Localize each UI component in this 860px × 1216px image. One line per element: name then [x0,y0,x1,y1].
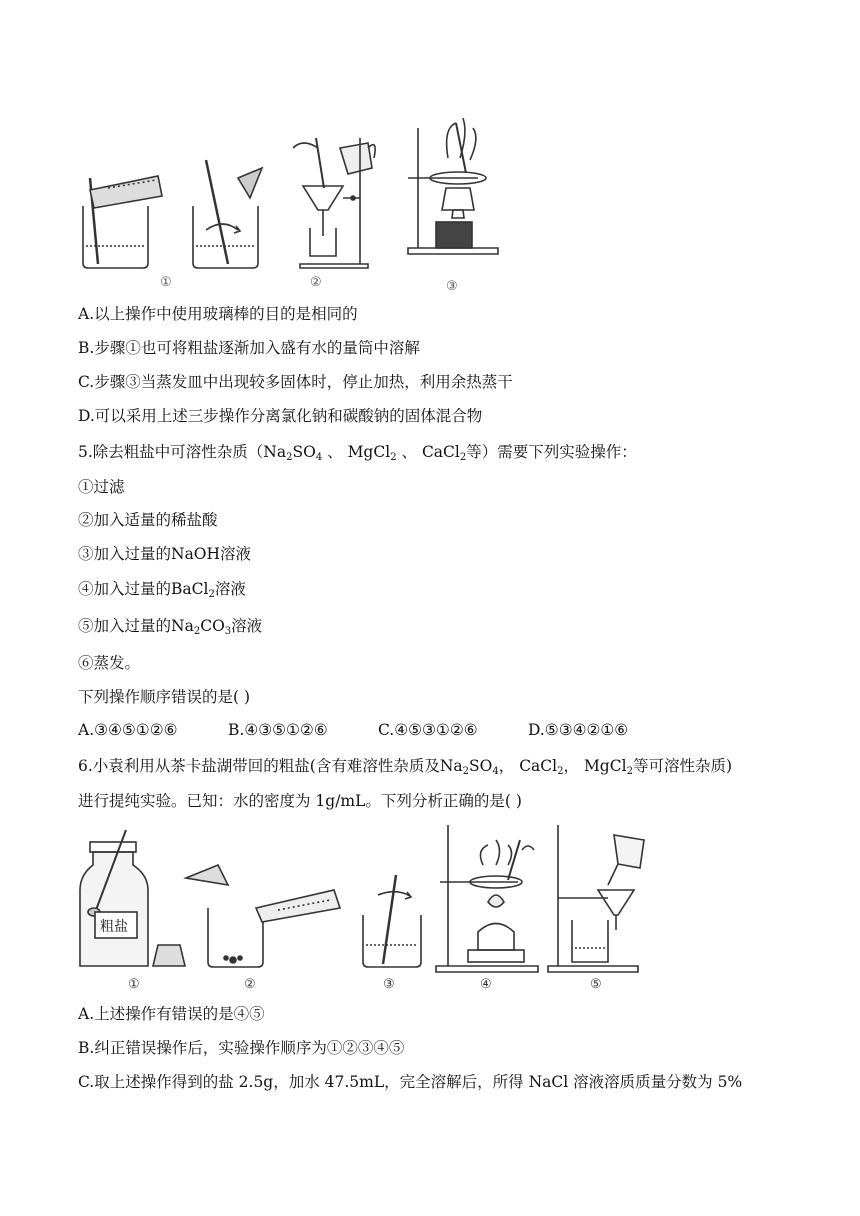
figure2-label-3: ③ [383,977,395,992]
figure-experiment-steps-1 [78,118,508,298]
q4-option-c: C.步骤③当蒸发皿中出现较多固体时，停止加热，利用余热蒸干 [78,373,513,391]
q5-step-4: ④加入过量的BaCl$_2$溶液 [78,580,246,600]
jar-label: 粗盐 [100,919,128,935]
q5-option-a: A.③④⑤①②⑥ [78,721,178,739]
q5-step-6: ⑥蒸发。 [78,654,141,672]
figure1-label-3: ③ [446,279,458,294]
salt-jar-icon [80,830,185,966]
q5-step-2: ②加入适量的稀盐酸 [78,511,218,529]
q4-option-b: B.步骤①也可将粗盐逐渐加入盛有水的量筒中溶解 [78,339,420,357]
figure2-label-1: ① [128,977,140,992]
dissolving-icon [186,865,340,967]
figure1-label-1: ① [160,275,172,290]
filtration-icon [548,825,644,972]
q5-option-b: B.④③⑤①②⑥ [228,721,328,739]
beaker-pouring-icon [83,176,162,268]
figure1-label-2: ② [310,275,322,290]
stirring-icon [363,875,421,967]
q4-option-d: D.可以采用上述三步操作分离氯化钠和碳酸钠的固体混合物 [78,407,483,425]
figure2-label-4: ④ [480,977,492,992]
evaporation-burner-icon [436,825,538,972]
q6-stem-line1: 6.小袁利用从茶卡盐湖带回的粗盐(含有难溶性杂质及$Na_2SO_4$， CaCl$_2$， MgCl$_2$等可溶性杂质) [78,757,732,777]
evaporation-icon [408,118,498,254]
q5-step-5: ⑤加入过量的$Na_2CO_3$溶液 [78,617,263,637]
q5-option-d: D.⑤③④②①⑥ [528,721,629,739]
filtration-icon [293,138,375,268]
q5-option-c: C.④⑤③①②⑥ [378,721,478,739]
figure2-label-5: ⑤ [590,977,602,992]
q5-step-1: ①过滤 [78,478,125,496]
figure-experiment-steps-2 [78,820,648,995]
q5-stem: 5.除去粗盐中可溶性杂质（$Na_2SO_4$ 、 MgCl$_2$ 、 CaCl$_2$等）需要下列实验操作： [78,443,637,463]
q4-option-a: A.以上操作中使用玻璃棒的目的是相同的 [78,305,358,323]
q5-step-3: ③加入过量的NaOH溶液 [78,545,252,563]
q6-option-a: A.上述操作有错误的是④⑤ [78,1005,265,1023]
q6-option-c: C.取上述操作得到的盐 2.5g，加水 47.5mL，完全溶解后，所得 NaCl 溶液溶质质量分数为 5% [78,1073,743,1091]
q5-options [78,719,628,741]
q5-question: 下列操作顺序错误的是( ) [78,688,251,706]
figure2-label-2: ② [244,977,256,992]
q6-option-b: B.纠正错误操作后，实验操作顺序为①②③④⑤ [78,1039,405,1057]
beaker-stirring-icon [193,160,262,268]
q6-stem-line2: 进行提纯实验。已知：水的密度为 1g/mL。下列分析正确的是( ) [78,792,522,810]
